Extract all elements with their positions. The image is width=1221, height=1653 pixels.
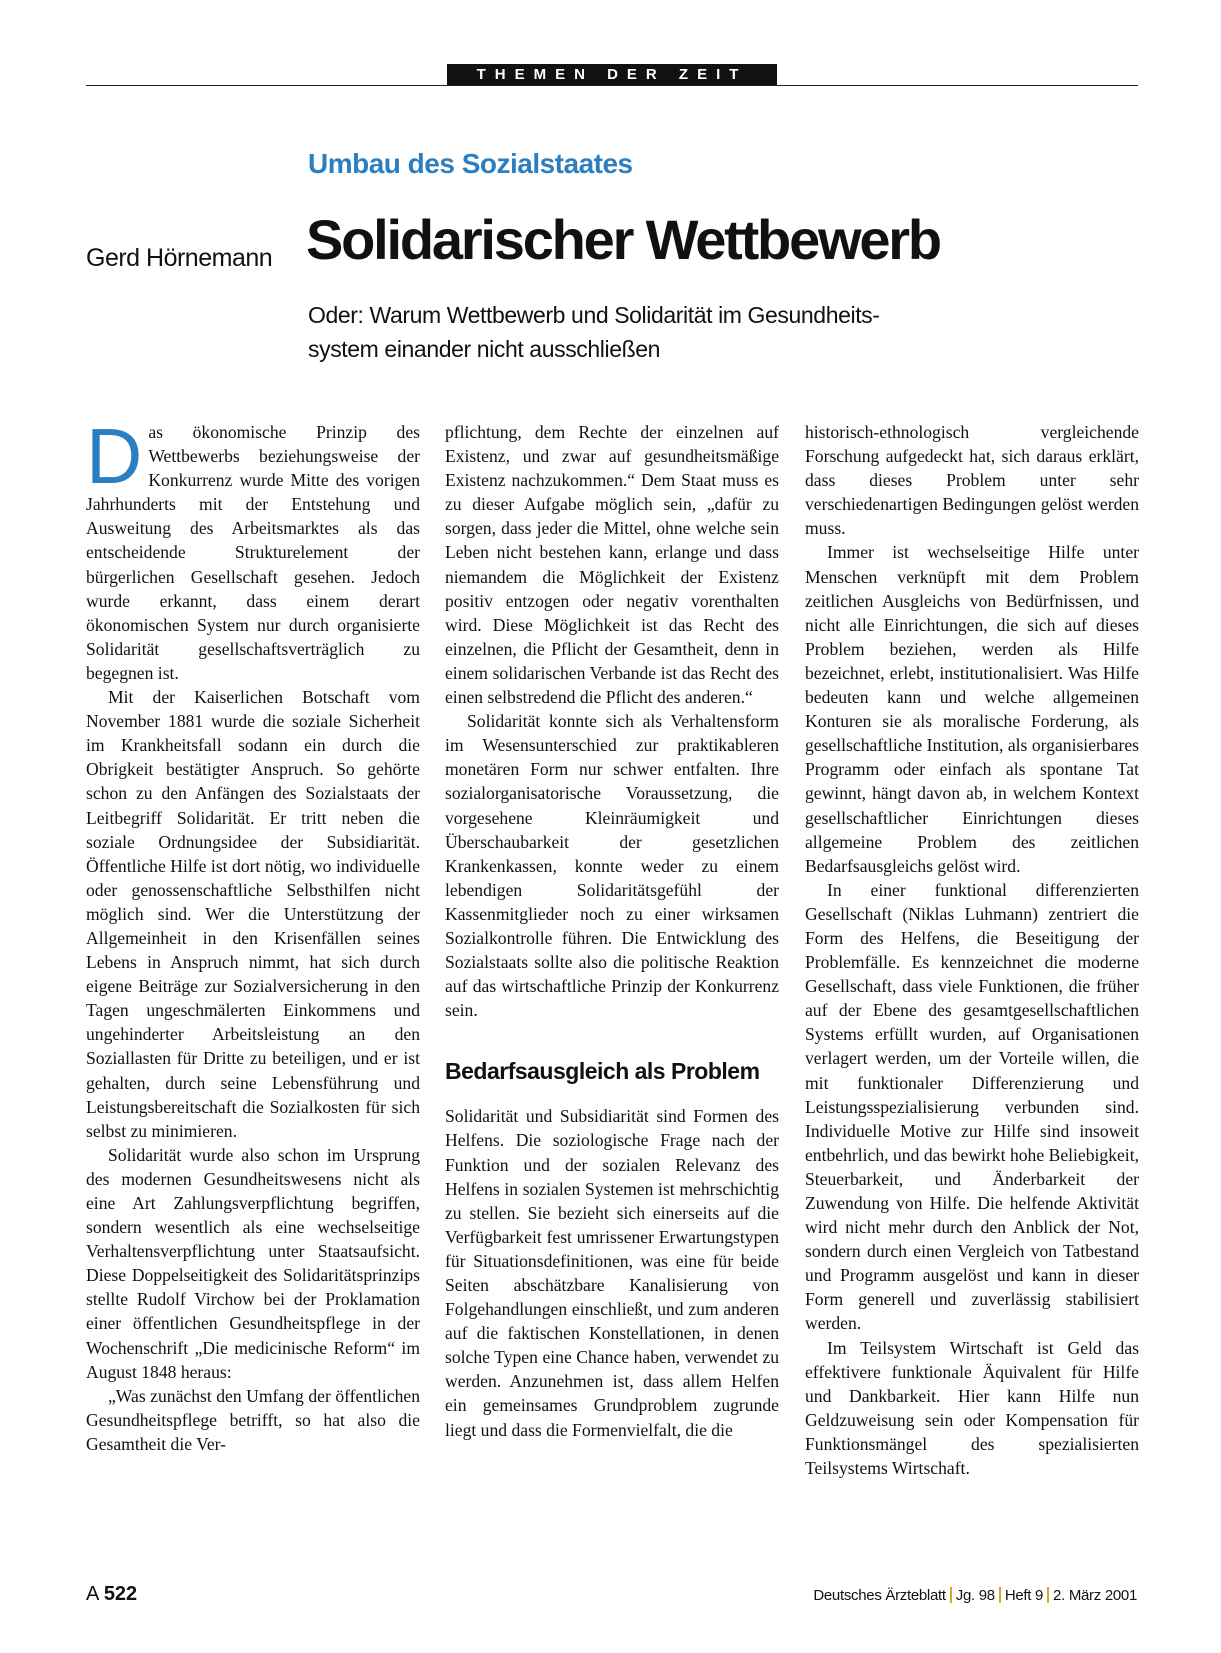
article-author: Gerd Hörnemann — [86, 244, 273, 272]
article-title: Solidarischer Wettbewerb — [306, 208, 940, 271]
paragraph: Solidarität wurde also schon im Ursprung des modernen Gesundheitswesens nicht als eine Art Zahlungsverpflichtung begriffen, sondern wesentlich als eine wechselseitige Verhaltensverpflichtung unter Staatsaufsicht. Diese Doppelseitigkeit des Solidaritätsprinzips stellte Rudolf Virchow bei der Proklamation einer öffentlichen Gesundheitspflege in der Wochenschrift „Die medicinische Reform“ im August 1848 heraus: — [86, 1144, 420, 1382]
paragraph: Mit der Kaiserlichen Botschaft vom November 1881 wurde die soziale Sicherheit im Krankheitsfall sodann ein durch die Obrigkeit bestätigter Anspruch. So gehörte schon zu den Anfängen des Sozialstaats der Leitbegriff Solidarität. Er tritt neben die soziale Ordnungsidee der Subsidiarität. Öffentliche Hilfe ist dort nötig, wo individuelle oder genossenschaftliche Selbsthilfen nicht möglich sind. Wer die Unterstützung der Allgemeinheit in den Krisenfällen seines Lebens in Anspruch nimmt, hat sich durch eigene Beiträge zur Sozialversicherung in den Tagen ungeschmälerten Einkommens und ungehinderter Arbeitsleistung an den Soziallasten für Dritte zu beteiligen, und er ist gehalten, durch seine Lebensführung und Leistungsbereitschaft die Sozialkosten für sich selbst zu minimieren. — [86, 687, 420, 1141]
journal-citation — [813, 1587, 1137, 1604]
page-number-value: 522 — [103, 1583, 138, 1605]
subtitle-line-2: system einander nicht ausschließen — [308, 336, 661, 362]
paragraph: historisch-ethnologisch vergleichende Forschung aufgedeckt hat, sich daraus erklärt, dass dieses Problem unter sehr verschiedenartigen Bedingungen gelöst werden muss. — [805, 422, 1139, 539]
issue: Heft 9 — [1004, 1587, 1044, 1604]
column-3 — [805, 420, 1139, 1480]
separator — [1047, 1587, 1049, 1603]
separator — [999, 1587, 1001, 1603]
paragraph: Solidarität konnte sich als Verhaltensform im Wesensunterschied zur praktikableren monetären Form nur schwer entfalten. Ihre sozialorganisatorische Voraussetzung, die vorgesehene Kleinräumigkeit und Überschaubarkeit der gesetzlichen Krankenkassen, konnte weder zu einem lebendigen Solidaritätsgefühl der Kassenmitglieder noch zu einer wirksamen Sozialkontrolle führen. Die Entwicklung des Sozialstaats sollte also die politische Reaktion auf das wirtschaftliche Prinzip der Konkurrenz sein. — [445, 711, 779, 1021]
column-2 — [445, 420, 779, 1442]
section-label: THEMEN DER ZEIT — [447, 64, 777, 85]
volume: Jg. 98 — [955, 1587, 995, 1604]
paragraph: „Was zunächst den Umfang der öffentlichen Gesundheitspflege betrifft, so hat also die Gesamtheit die Ver- — [86, 1385, 420, 1454]
article-subtitle — [308, 298, 1028, 366]
page-prefix: A — [86, 1583, 99, 1605]
column-1 — [86, 412, 420, 1456]
paragraph: Im Teilsystem Wirtschaft ist Geld das effektivere funktionale Äquivalent für Hilfe und Dankbarkeit. Hier kann Hilfe nun Geldzuweisung sein oder Kompensation für Funktionsmängel des spezialisierten Teilsystems Wirtschaft. — [805, 1337, 1139, 1479]
paragraph-text: as ökonomische Prinzip des Wettbewerbs beziehungsweise der Konkurrenz wurde Mitte des vorigen Jahrhunderts mit der Entstehung und Ausweitung des Arbeitsmarktes als das entscheidende Strukturelement der bürgerlichen Gesellschaft gesehen. Jedoch wurde erkannt, dass einem derart ökonomischen System nur durch organisierte Solidarität gesellschaftsverträglich zu begegnen ist. — [86, 422, 420, 683]
page-number — [86, 1583, 137, 1606]
paragraph: Solidarität und Subsidiarität sind Formen des Helfens. Die soziologische Frage nach der Funktion und der sozialen Relevanz des Helfens in sozialen Systemen ist mehrschichtig zu stellen. Sie bezieht sich einerseits auf die Verfügbarkeit fest umrissener Erwartungstypen für Situationsdefinitionen, was eine für beide Seiten abschätzbare Kanalisierung von Folgehandlungen einschließt, und zum anderen auf die faktischen Konstellationen, in denen solche Typen eine Chance haben, verwendet zu werden. Anzunehmen ist, dass allem Helfen ein gemeinsames Grundproblem zugrunde liegt und dass die Formenvielfalt, die die — [445, 1106, 779, 1440]
paragraph: In einer funktional differenzierten Gesellschaft (Niklas Luhmann) zentriert die Form des Helfens, die Beseitigung der Problemfälle. Es kennzeichnet die moderne Gesellschaft, dass viele Funktionen, die früher auf der Ebene des gesamtgesellschaftlichen Systems erfüllt wurden, auf Organisationen verlagert werden, um der Vorteile willen, die mit funktionaler Differenzierung und Leistungsspezialisierung verbunden sind. Individuelle Motive zur Hilfe sind insoweit entbehrlich, und das bewirkt hohe Beliebigkeit, Steuerbarkeit, und Änderbarkeit der Zuwendung von Hilfe. Die helfende Aktivität wird nicht mehr durch den Anblick der Not, sondern durch einen Vergleich von Tatbestand und Programm ausgelöst und kann in dieser Form generell und zuverlässig stabilisiert werden. — [805, 879, 1139, 1334]
header-rule — [86, 85, 1138, 86]
paragraph: Immer ist wechselseitige Hilfe unter Menschen verknüpft mit dem Problem zeitlichen Ausgleichs von Bedürfnissen, und nicht alle Einrichtungen, die sich auf dieses Problem beziehen, werden als Hilfe bezeichnet, erlebt, institutionalisiert. Was Hilfe bedeuten kann und welche allgemeinen Konturen sie als moralische Forderung, als gesellschaftliche Institution, als organisierbares Programm oder einfach als spontane Tat gewinnt, hängt davon ab, in welchem Kontext gesellschaftlicher Einrichtungen dieses allgemeine Problem des zeitlichen Bedarfsausgleichs gelöst wird. — [805, 542, 1139, 876]
issue-date: 2. März 2001 — [1053, 1587, 1137, 1604]
article-kicker: Umbau des Sozialstaates — [308, 148, 633, 179]
subtitle-line-1: Oder: Warum Wettbewerb und Solidarität im Gesundheits- — [308, 302, 880, 328]
paragraph: pflichtung, dem Rechte der einzelnen auf Existenz, und zwar auf gesundheitsmäßige Existenz nachzukommen.“ Dem Staat muss es zu dieser Aufgabe möglich sein, „dafür zu sorgen, dass jeder die Mittel, ohne welche sein Leben nicht bestehen kann, erlange und dass niemandem die Möglichkeit der Existenz positiv entzogen oder negativ vorenthalten wird. Diese Möglichkeit ist das Recht des einzelnen, die Pflicht der Gesamtheit, denn in einem solidarischen Verbande ist das Recht des einen selbstredend die Pflicht des anderen.“ — [445, 422, 779, 708]
drop-cap: D — [86, 412, 143, 500]
paragraph — [86, 412, 420, 685]
separator — [950, 1587, 952, 1603]
journal-name: Deutsches Ärzteblatt — [813, 1587, 946, 1604]
section-heading: Bedarfsausgleich als Problem — [445, 1058, 760, 1085]
